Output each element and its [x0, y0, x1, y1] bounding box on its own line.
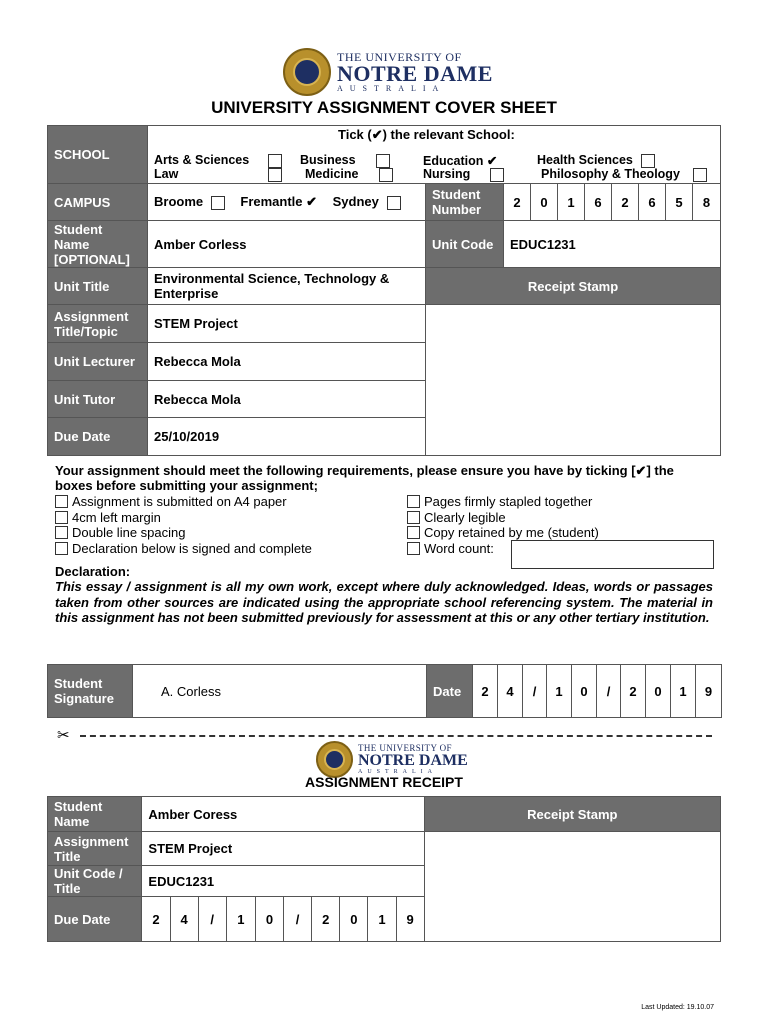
- signature-table: [47, 664, 722, 718]
- receipt-unit-code-label: Unit Code / Title: [48, 866, 142, 897]
- receipt-due-date-char: 4: [170, 897, 198, 942]
- unit-lecturer-label: Unit Lecturer: [48, 343, 148, 381]
- requirement-checkbox[interactable]: [55, 526, 68, 539]
- unit-title-value: Environmental Science, Technology & Enterprise: [148, 268, 426, 305]
- due-date-value: 25/10/2019: [148, 418, 426, 456]
- student-number-digit: 1: [558, 184, 585, 221]
- receipt-stamp-area: [424, 832, 720, 942]
- receipt-stamp-header: Receipt Stamp: [424, 797, 720, 832]
- cover-sheet-table: [47, 125, 721, 456]
- receipt-due-date-char: 2: [142, 897, 170, 942]
- student-number-label: Student Number: [426, 184, 504, 221]
- signature-date-char: /: [597, 665, 621, 718]
- unit-lecturer-value: Rebecca Mola: [148, 343, 426, 381]
- campus-sydney-checkbox[interactable]: [387, 196, 401, 210]
- student-number-digit: 5: [666, 184, 693, 221]
- signature-date-char: 2: [473, 665, 498, 718]
- signature-date-char: 0: [646, 665, 671, 718]
- student-number-digit: 0: [531, 184, 558, 221]
- campus-label: CAMPUS: [48, 184, 148, 221]
- unit-code-value: EDUC1231: [504, 221, 721, 268]
- logo-line-3: AUSTRALIA: [337, 84, 446, 93]
- school-options-cell: [148, 126, 721, 184]
- assignment-title-label: Assignment Title/Topic: [48, 305, 148, 343]
- receipt-due-date-char: /: [198, 897, 226, 942]
- requirements-left-list: [55, 494, 395, 556]
- receipt-stamp-area: [426, 305, 721, 456]
- requirement-checkbox[interactable]: [407, 542, 420, 555]
- declaration-heading: Declaration:: [55, 564, 131, 579]
- requirement-item: Assignment is submitted on A4 paper: [72, 494, 287, 510]
- school-business: Business: [300, 153, 356, 167]
- school-label: SCHOOL: [48, 126, 148, 184]
- requirement-item: 4cm left margin: [72, 509, 161, 525]
- requirement-item: Pages firmly stapled together: [424, 494, 593, 510]
- campus-broome-checkbox[interactable]: [211, 196, 225, 210]
- receipt-due-date-char: 1: [368, 897, 396, 942]
- school-nursing: Nursing: [423, 167, 471, 181]
- declaration-text: This essay / assignment is all my own work, except where duly acknowledged. Ideas, words or passages taken from other sources are indicated using the appropriate school referencing system. The material in this assignment has not been submitted previously for assessment at this or any other tertiary institution.: [55, 579, 713, 625]
- receipt-assignment-title-label: Assignment Title: [48, 832, 142, 866]
- receipt-logo-line-2: NOTRE DAME: [358, 752, 468, 769]
- requirement-item: Declaration below is signed and complete: [72, 540, 312, 556]
- student-number-digit: 2: [504, 184, 531, 221]
- requirement-item: Copy retained by me (student): [424, 525, 599, 541]
- requirement-checkbox[interactable]: [55, 495, 68, 508]
- school-arts-checkbox[interactable]: [268, 154, 282, 168]
- last-updated-footer: Last Updated: 19.10.07: [641, 1004, 714, 1011]
- school-law: Law: [154, 167, 179, 181]
- unit-title-label: Unit Title: [48, 268, 148, 305]
- signature-date-char: 9: [696, 665, 722, 718]
- school-philosophy-checkbox[interactable]: [693, 168, 707, 182]
- unit-tutor-label: Unit Tutor: [48, 381, 148, 418]
- receipt-university-seal-icon: [316, 741, 353, 778]
- receipt-stamp-header: Receipt Stamp: [426, 268, 721, 305]
- receipt-logo-line-3: AUSTRALIA: [358, 769, 437, 775]
- school-medicine: Medicine: [305, 167, 359, 181]
- campus-fremantle: Fremantle ✔: [240, 194, 318, 209]
- requirement-checkbox[interactable]: [407, 526, 420, 539]
- signature-date-char: /: [523, 665, 547, 718]
- requirement-item: Word count:: [424, 540, 494, 556]
- receipt-due-date-char: 2: [312, 897, 340, 942]
- receipt-due-date-char: 0: [255, 897, 283, 942]
- campus-sydney: Sydney: [332, 194, 379, 209]
- requirement-checkbox[interactable]: [407, 495, 420, 508]
- due-date-label: Due Date: [48, 418, 148, 456]
- school-health-sciences: Health Sciences: [537, 153, 633, 167]
- school-medicine-checkbox[interactable]: [379, 168, 393, 182]
- requirements-intro: Your assignment should meet the following requirements, please ensure you have by ticking [✔] the boxes before submitting your assignment;: [55, 463, 674, 493]
- signature-date-label: Date: [427, 665, 473, 718]
- student-name-label: Student Name [OPTIONAL]: [48, 221, 148, 268]
- school-arts-sciences: Arts & Sciences: [154, 153, 250, 167]
- requirement-item: Clearly legible: [424, 509, 506, 525]
- logo-line-1: THE UNIVERSITY OF: [337, 50, 462, 64]
- logo-line-2: NOTRE DAME: [337, 61, 493, 86]
- student-signature-label: Student Signature: [48, 665, 133, 718]
- receipt-student-name-label: Student Name: [48, 797, 142, 832]
- requirement-item: Double line spacing: [72, 525, 186, 541]
- receipt-due-date-char: 0: [340, 897, 368, 942]
- signature-date-char: 0: [572, 665, 597, 718]
- school-education: Education ✔: [423, 154, 498, 168]
- school-instruction: Tick (✔) the relevant School:: [338, 127, 515, 142]
- assignment-title-value: STEM Project: [148, 305, 426, 343]
- receipt-title: ASSIGNMENT RECEIPT: [305, 774, 463, 790]
- student-number-digit: 6: [585, 184, 612, 221]
- receipt-due-date-char: 1: [226, 897, 255, 942]
- word-count-input[interactable]: [511, 540, 714, 569]
- requirement-checkbox[interactable]: [407, 511, 420, 524]
- student-number-digit: 2: [612, 184, 639, 221]
- school-law-checkbox[interactable]: [268, 168, 282, 182]
- signature-date-char: 1: [671, 665, 696, 718]
- school-philosophy-theology: Philosophy & Theology: [541, 167, 680, 181]
- student-number-digit: 6: [639, 184, 666, 221]
- page-title: UNIVERSITY ASSIGNMENT COVER SHEET: [211, 98, 557, 117]
- cut-line: [80, 735, 712, 737]
- school-nursing-checkbox[interactable]: [490, 168, 504, 182]
- requirement-checkbox[interactable]: [55, 511, 68, 524]
- receipt-due-date-label: Due Date: [48, 897, 142, 942]
- school-business-checkbox[interactable]: [376, 154, 390, 168]
- signature-date-char: 1: [547, 665, 572, 718]
- receipt-table: [47, 796, 721, 942]
- receipt-university-logo: [316, 741, 468, 778]
- receipt-unit-code-value: EDUC1231: [142, 866, 424, 897]
- campus-options-cell: [148, 184, 426, 221]
- unit-code-label: Unit Code: [426, 221, 504, 268]
- signature-date-char: 4: [498, 665, 523, 718]
- requirement-checkbox[interactable]: [55, 542, 68, 555]
- university-logo: [283, 48, 493, 96]
- receipt-due-date-char: /: [284, 897, 312, 942]
- receipt-due-date-char: 9: [396, 897, 424, 942]
- student-number-digit: 8: [693, 184, 721, 221]
- receipt-logo-line-1: THE UNIVERSITY OF: [358, 743, 452, 753]
- university-seal-icon: [283, 48, 331, 96]
- student-name-value: Amber Corless: [148, 221, 426, 268]
- receipt-assignment-title-value: STEM Project: [142, 832, 424, 866]
- unit-tutor-value: Rebecca Mola: [148, 381, 426, 418]
- student-signature-value[interactable]: A. Corless: [133, 665, 427, 718]
- signature-date-char: 2: [621, 665, 646, 718]
- receipt-student-name-value: Amber Coress: [142, 797, 424, 832]
- scissors-icon: ✂: [57, 727, 70, 744]
- campus-broome: Broome: [154, 194, 204, 209]
- school-health-checkbox[interactable]: [641, 154, 655, 168]
